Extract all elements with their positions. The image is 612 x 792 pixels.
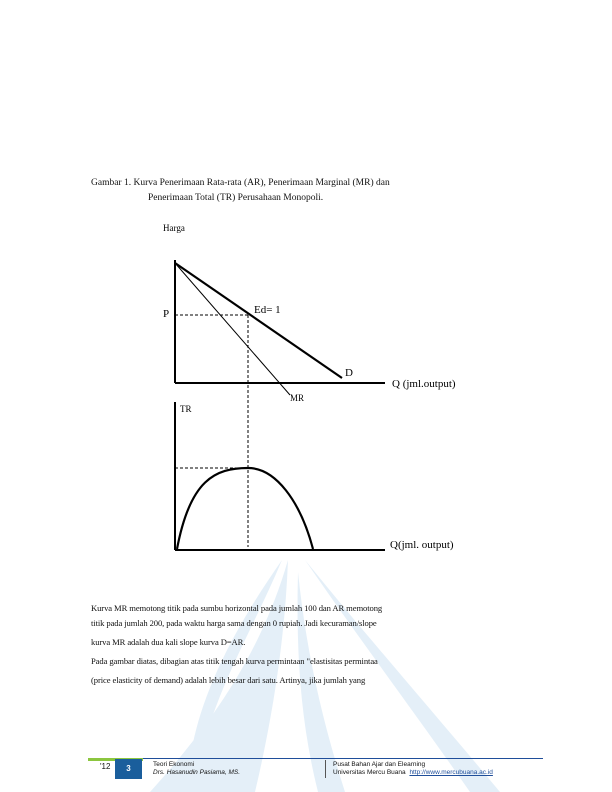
footer-year: '12 (100, 762, 111, 771)
revenue-curves-diagram (150, 215, 480, 565)
paragraph-line-3: kurva MR adalah dua kali slope kurva D=AR. (91, 637, 246, 647)
footer-divider (325, 760, 326, 778)
footer-university (333, 769, 493, 776)
footer-page-number: 3 (126, 764, 131, 773)
footer-university-name: Universitas Mercu Buana (333, 769, 406, 776)
elasticity-label: Ed= 1 (254, 304, 281, 316)
y-label-harga: Harga (163, 223, 185, 233)
top-x-label: Q (jml.output) (392, 378, 456, 390)
paragraph-line-5: (price elasticity of demand) adalah lebih besar dari satu. Artinya, jika jumlah yang (91, 675, 366, 685)
paragraph-line-4: Pada gambar diatas, dibagian atas titik tengah kurva permintaan "elastisitas permintaa (91, 656, 378, 666)
footer-center-name: Pusat Bahan Ajar dan Elearning (333, 761, 426, 768)
bottom-x-label: Q(jml. output) (390, 539, 454, 551)
tr-curve (177, 468, 313, 549)
paragraph-line-1: Kurva MR memotong titik pada sumbu horizontal pada jumlah 100 dan AR memotong (91, 603, 383, 613)
footer-blue-rule (143, 758, 543, 759)
paragraph-line-2: titik pada jumlah 200, pada waktu harga sama dengan 0 rupiah. Jadi kecuraman/slope (91, 618, 377, 628)
price-label: P (163, 308, 170, 320)
figure-caption-line-2: Penerimaan Total (TR) Perusahaan Monopoli. (148, 193, 324, 203)
mr-label: MR (290, 393, 305, 403)
footer-author: Drs. Hasanudin Pasiama, MS. (153, 769, 241, 776)
footer-course-title: Teori Ekonomi (153, 761, 195, 768)
demand-label: D (345, 367, 353, 379)
tr-label: TR (180, 404, 192, 414)
figure-caption-line-1: Gambar 1. Kurva Penerimaan Rata-rata (AR), Penerimaan Marginal (MR) dan (91, 178, 390, 188)
footer-url-link[interactable]: http://www.mercubuana.ac.id (409, 769, 493, 776)
demand-curve (175, 263, 342, 378)
